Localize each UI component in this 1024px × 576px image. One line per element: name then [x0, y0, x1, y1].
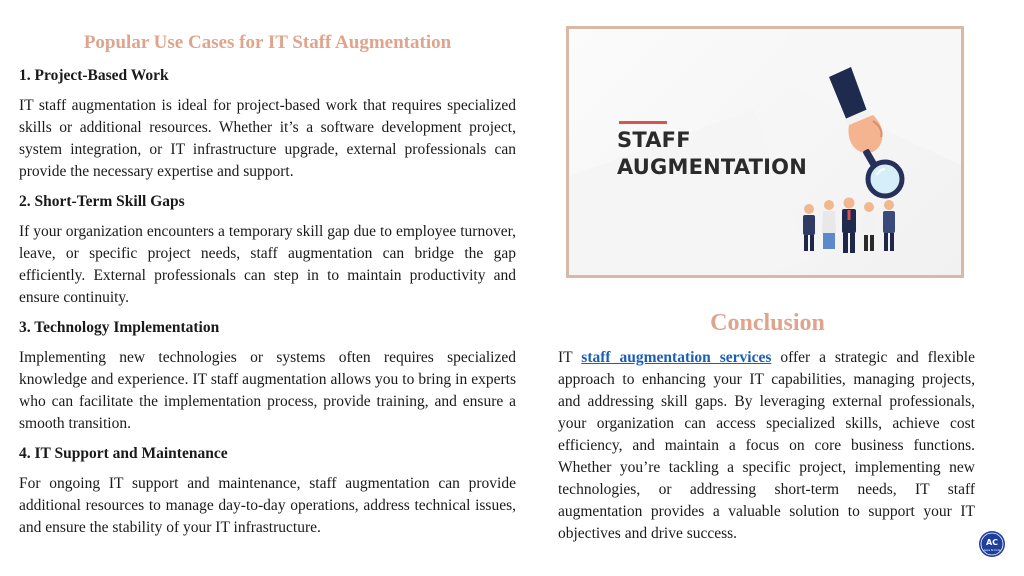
image-title	[617, 127, 807, 181]
section-heading-project-based: 1. Project-Based Work	[19, 67, 169, 84]
section-text-project-based: IT staff augmentation is ideal for project-based work that requires specialized skills or additional resources. Whether it’s a software development project, system integration, or IT infrastructure upgrade, external professionals can provide the necessary expertise and support.	[19, 97, 516, 180]
image-title-line2: AUGMENTATION	[617, 155, 807, 179]
conclusion-text	[558, 347, 975, 545]
people-group-icon	[803, 198, 895, 254]
magnifier-icon	[862, 148, 902, 196]
conclusion-body: offer a strategic and flexible approach to enhancing your IT capabilities, managing projects, and addressing skill gaps. By leveraging external professionals, your organization can access specialized skills, achieve cost efficiency, and maintain a focus on core business functions. Whether you’re tackling a specific project, implementing new technologies, or addressing short-term needs, IT staff augmentation provides a valuable solution to support your IT objectives and drive success.	[558, 349, 975, 542]
section-heading-skill-gaps: 2. Short-Term Skill Gaps	[19, 193, 185, 210]
logo-caption: Apps N Code	[983, 549, 1001, 552]
conclusion-title: Conclusion	[710, 310, 825, 336]
hand-magnifier-people-illustration	[789, 65, 949, 265]
staff-augmentation-services-link[interactable]: staff augmentation services	[581, 349, 772, 366]
apps-n-code-logo	[979, 531, 1005, 557]
section-heading-support: 4. IT Support and Maintenance	[19, 445, 228, 462]
conclusion-prefix: IT	[558, 349, 582, 366]
page-title: Popular Use Cases for IT Staff Augmentation	[83, 32, 452, 53]
title-accent-line	[619, 121, 667, 124]
section-text-technology: Implementing new technologies or systems often requires specialized knowledge and experience. IT staff augmentation allows you to bring in experts who can facilitate the implementation process, provide training, and ensure a smooth transition.	[19, 349, 516, 432]
section-heading-technology: 3. Technology Implementation	[19, 319, 220, 336]
image-title-line1: STAFF	[617, 128, 691, 152]
logo-mark-icon	[979, 531, 1005, 557]
staff-augmentation-image	[566, 26, 964, 278]
section-text-skill-gaps: If your organization encounters a temporary skill gap due to employee turnover, leave, or specific project needs, staff augmentation can bridge the gap efficiently. External professionals can step in to maintain productivity and ensure continuity.	[19, 223, 516, 306]
sleeve-icon	[829, 67, 871, 127]
logo-letters: AC	[985, 538, 999, 547]
use-cases-column	[19, 30, 516, 547]
section-text-support: For ongoing IT support and maintenance, staff augmentation can provide additional resources to manage day-to-day operations, address technical issues, and ensure the stability of your IT infrastructure.	[19, 475, 516, 536]
